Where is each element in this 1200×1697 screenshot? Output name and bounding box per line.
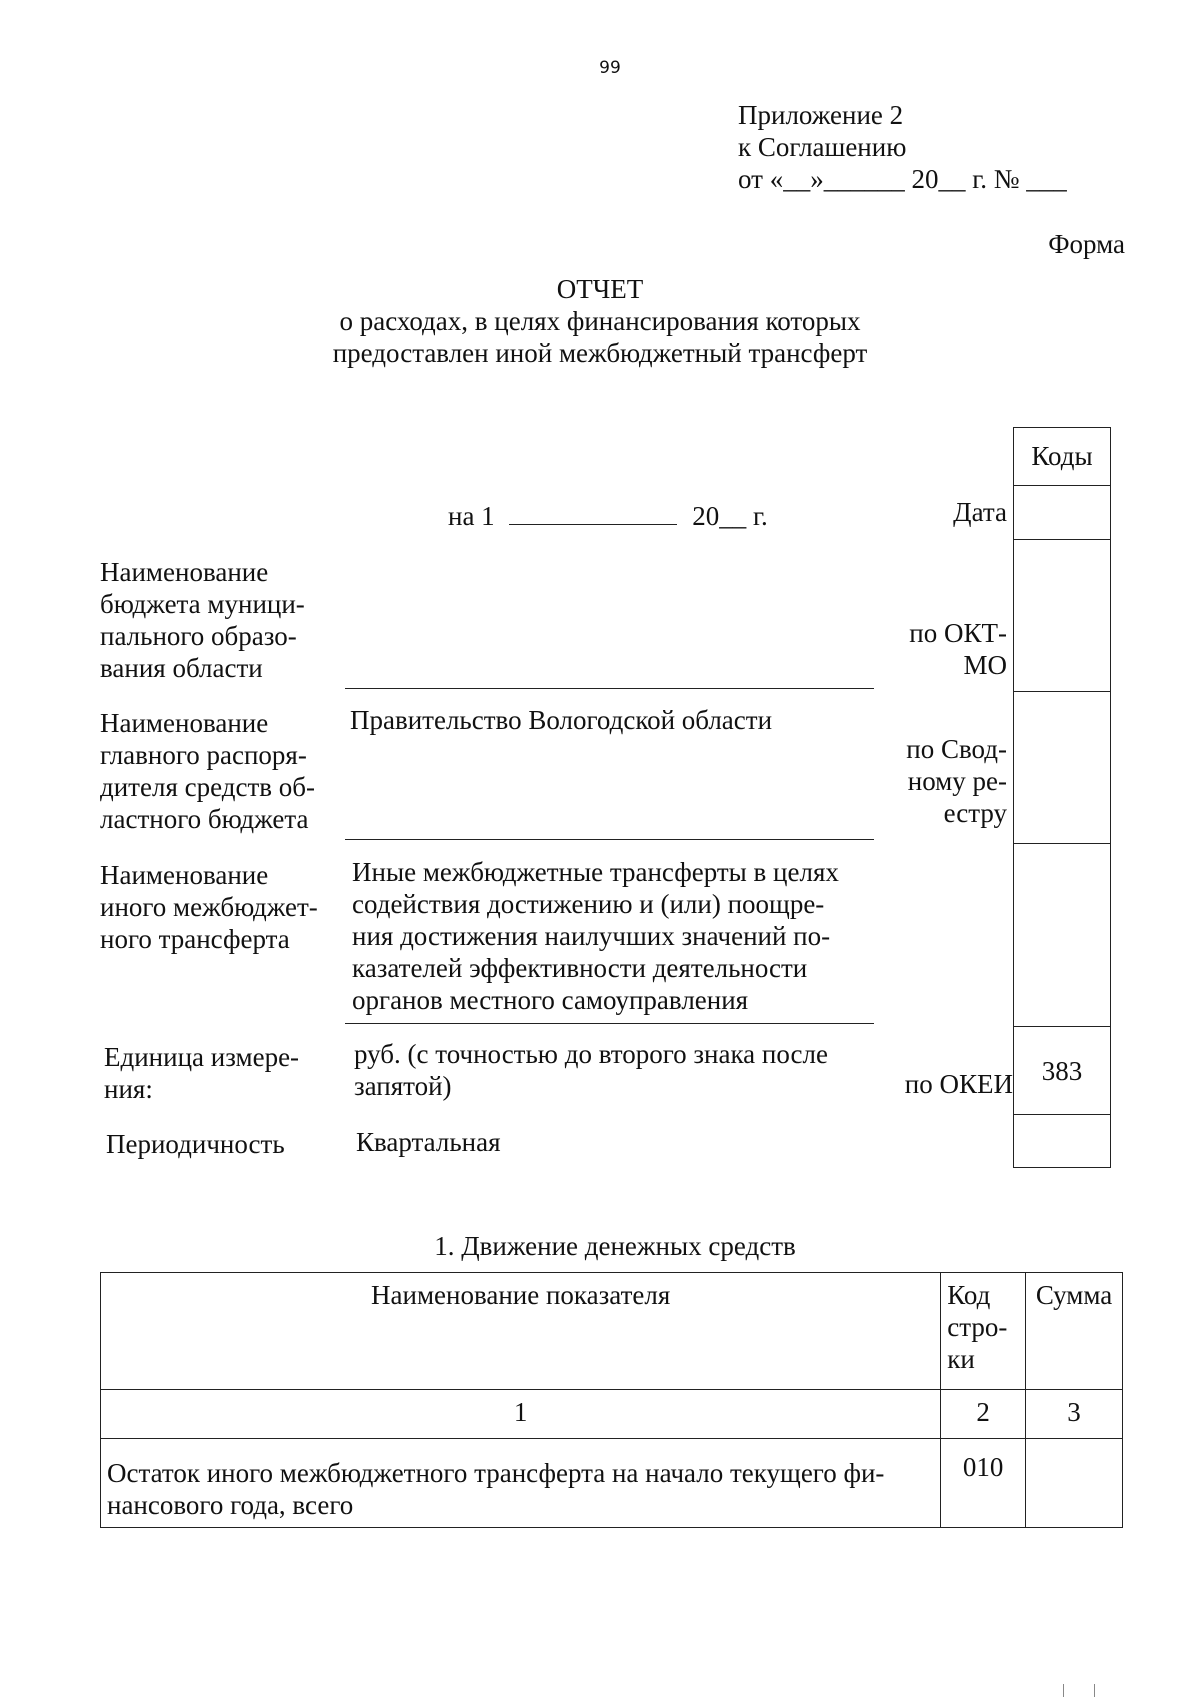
- transfer-value-line: органов местного самоуправления: [352, 985, 749, 1015]
- annex-header: [738, 99, 1067, 195]
- header-sum: Сумма: [1026, 1273, 1123, 1390]
- transfer-name-label: [100, 859, 318, 955]
- annex-line-3: от «__»______ 20__ г. № ___: [738, 164, 1067, 194]
- report-title-sub-2: предоставлен иной межбюджетный трансферт: [332, 338, 868, 368]
- chief-manager-value: Правительство Вологодской области: [350, 705, 773, 735]
- row-name-line: Остаток иного межбюджетного трансферта на начало текущего фи-: [107, 1458, 885, 1488]
- header-indicator-name: Наименование показателя: [101, 1273, 941, 1390]
- annex-line-1: Приложение 2: [738, 100, 904, 130]
- registry-code-label: [870, 733, 1007, 829]
- budget-label-line: бюджета муници-: [100, 589, 305, 619]
- code-cell-date[interactable]: [1014, 485, 1110, 539]
- cash-flow-table: [100, 1272, 1123, 1528]
- okei-code-label: по ОКЕИ: [904, 1069, 1013, 1099]
- transfer-name-underline: [345, 1023, 874, 1024]
- code-cell-registry[interactable]: [1014, 691, 1110, 843]
- section-1-title: 1. Движение денежных средств: [434, 1231, 796, 1261]
- table-number-row: [101, 1390, 1123, 1439]
- date-blank[interactable]: [509, 502, 677, 525]
- codes-header: Коды: [1031, 441, 1093, 471]
- report-title-sub-1: о расходах, в целях финансирования которых: [339, 306, 861, 336]
- unit-value-line: запятой): [354, 1071, 452, 1101]
- codes-box: [1013, 427, 1111, 1168]
- code-cell-oktmo[interactable]: [1014, 539, 1110, 691]
- transfer-value-line: содействия достижению и (или) поощре-: [352, 889, 825, 919]
- report-title: [200, 273, 1000, 369]
- registry-label-line: естру: [943, 798, 1007, 828]
- chief-manager-underline: [345, 839, 874, 840]
- periodicity-value: Квартальная: [356, 1127, 501, 1157]
- unit-value-line: руб. (с точностью до второго знака после: [354, 1039, 828, 1069]
- budget-label-line: Наименование: [100, 557, 269, 587]
- transfer-value-line: Иные межбюджетные трансферты в целях: [352, 857, 839, 887]
- column-number-1: 1: [101, 1390, 941, 1439]
- date-year: 20__ г.: [692, 501, 768, 531]
- budget-name-underline: [345, 688, 874, 689]
- page-number: 99: [599, 58, 621, 78]
- column-number-2: 2: [941, 1390, 1026, 1439]
- header-code-line: ки: [947, 1344, 975, 1374]
- transfer-label-line: иного межбюджет-: [100, 892, 318, 922]
- row-name-line: нансового года, всего: [107, 1490, 354, 1520]
- chief-manager-label-line: Наименование: [100, 708, 269, 738]
- chief-manager-label-line: ластного бюджета: [100, 804, 309, 834]
- chief-manager-label-line: главного распоря-: [100, 740, 307, 770]
- header-code-line: стро-: [947, 1312, 1008, 1342]
- transfer-value-line: ния достижения наилучших значений по-: [352, 921, 831, 951]
- chief-manager-label-line: дителя средств об-: [100, 772, 315, 802]
- unit-label: [104, 1041, 299, 1105]
- oktmo-code-label: [880, 617, 1007, 681]
- budget-label-line: вания области: [100, 653, 263, 683]
- unit-label-line: ния:: [104, 1074, 153, 1104]
- transfer-label-line: ного трансферта: [100, 924, 290, 954]
- header-line-code: [941, 1273, 1026, 1390]
- registry-label-line: по Свод-: [906, 734, 1007, 764]
- form-label: Форма: [1048, 229, 1125, 259]
- unit-label-line: Единица измере-: [104, 1042, 300, 1072]
- registry-label-line: ному ре-: [907, 766, 1007, 796]
- row-indicator-name: [101, 1439, 941, 1528]
- oktmo-label-line: по ОКТ-: [909, 618, 1007, 648]
- report-date-line: [448, 500, 768, 532]
- row-sum[interactable]: [1026, 1439, 1123, 1528]
- date-prefix: на 1: [448, 501, 495, 531]
- code-cell-periodicity[interactable]: [1014, 1114, 1110, 1167]
- crop-mark: [1063, 1684, 1095, 1697]
- transfer-value-line: казателей эффективности деятельности: [352, 953, 808, 983]
- column-number-3: 3: [1026, 1390, 1123, 1439]
- transfer-name-value: [352, 856, 839, 1016]
- chief-manager-label: [100, 707, 315, 835]
- periodicity-label: Периодичность: [106, 1129, 285, 1159]
- budget-name-label: [100, 556, 305, 684]
- budget-label-line: пального образо-: [100, 621, 297, 651]
- transfer-label-line: Наименование: [100, 860, 269, 890]
- oktmo-label-line: МО: [963, 650, 1007, 680]
- code-cell-okei: 383: [1014, 1026, 1110, 1114]
- unit-value: [354, 1038, 828, 1102]
- date-code-label: Дата: [953, 497, 1007, 527]
- code-cell-blank: [1014, 843, 1110, 1026]
- report-title-main: ОТЧЕТ: [556, 274, 644, 304]
- row-line-code: 010: [941, 1439, 1026, 1528]
- table-header-row: [101, 1273, 1123, 1390]
- table-row: [101, 1439, 1123, 1528]
- annex-line-2: к Соглашению: [738, 132, 907, 162]
- header-code-line: Код: [947, 1280, 991, 1310]
